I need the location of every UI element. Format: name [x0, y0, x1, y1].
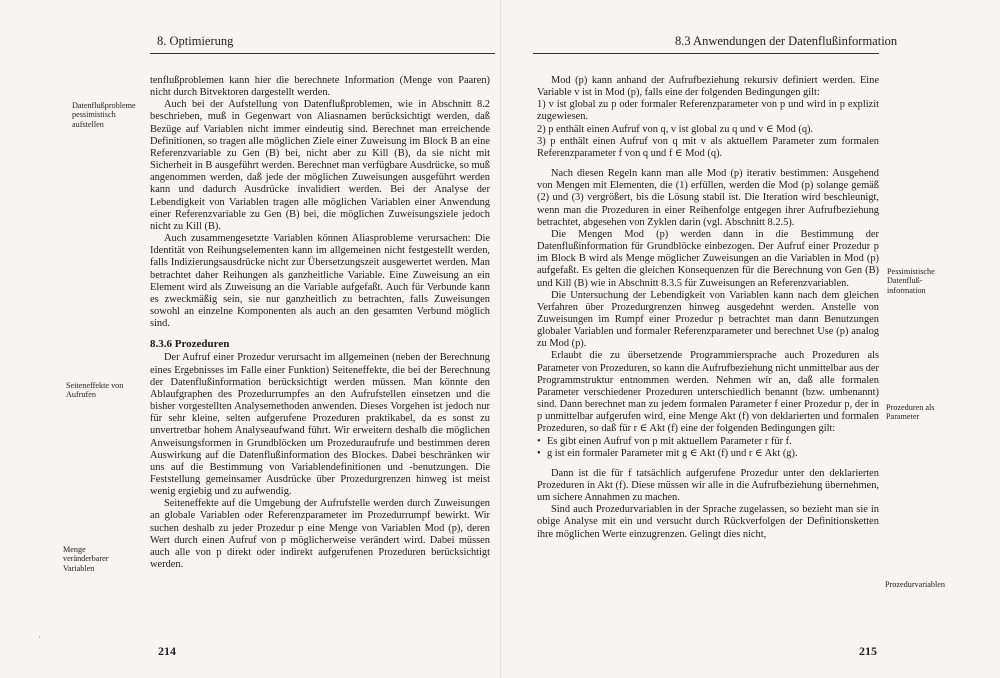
- section-heading: 8.3.6 Prozeduren: [150, 338, 230, 351]
- left-header-rule: [150, 53, 495, 54]
- left-margin-note-2: Seiteneffekte von Aufrufen: [66, 381, 124, 400]
- right-margin-note-1: Pessimistische Datenfluß- information: [887, 267, 935, 295]
- right-margin-note-2: Prozeduren als Parameter: [886, 403, 935, 422]
- bullet-item-2: [537, 448, 879, 460]
- right-paragraph-4: Die Untersuchung der Lebendigkeit von Variablen kann nach dem gleichen Verfahren über Prozedurgrenzen hinweg ausgedehnt werden. Anstelle von Zuweisungen im Rumpf einer Prozedur p betrachtet man dann Benutzungen globaler Variablen und formaler Referenzparameter und berechnet Use (p) analog zu Mod (p).: [537, 289, 879, 350]
- right-paragraph-7: Sind auch Prozedurvariablen in der Sprache zugelassen, so bezieht man sie in obige Analyse mit ein und versucht durch Rückverfolgen der Definitionsketten ihre möglichen Werte einzugrenzen. Gelingt dies nicht,: [537, 504, 879, 540]
- right-paragraph-5: Erlaubt die zu übersetzende Programmiersprache auch Prozeduren als Parameter von Prozeduren, so kann die Aufrufbeziehung nicht unmittelbar aus der Programmstruktur entnommen werden. Nehmen wir an, daß alle formalen Parameter verschiedener Prozeduren unterschiedlich benannt (bzw. umbenannt) sind. Dann berechnet man zu jedem formalen Parameter f einer Prozedur p, der in p unmittelbar aufgerufen wird, eine Menge Akt (f) von deklarierten und formalen Prozeduren, so daß für r ∈ Akt (f) eine der folgenden Bedingungen gilt:: [537, 350, 879, 435]
- right-page-number: 215: [859, 644, 877, 658]
- left-body-text: [150, 75, 490, 571]
- bullet-item-1: [537, 436, 879, 448]
- right-paragraph-2: Nach diesen Regeln kann man alle Mod (p) iterativ bestimmen: Ausgehend von Mengen mit Elementen, die (1) erfüllen, werden die Mod (p) solange gemäß (2) und (3) vergrößert, bis die Lösung stabil ist. Die Iteration wird beschleunigt, wenn man die Prozeduren in einer Reihenfolge entgegen ihrer Aufrufbeziehung betrachtet, abgesehen von Zyklen darin (vgl. Abschnitt 8.2.5).: [537, 168, 879, 228]
- left-paragraph-4: Der Aufruf einer Prozedur verursacht im allgemeinen (neben der Berechnung eines Ergebnisses im Falle einer Funktion) Seiteneffekte, die bei der Berechnung der Datenflußinformation berücksichtigt werden müssen. Man könnte den Ablaufgraphen des Prozedurrumpfes an den Aufrufstellen einsetzen und die bisher vorgestellten Analysemethoden anwenden. Dieses Vorgehen ist jedoch nur für sehr kleine, selten aufgerufene Prozeduren praktikabel, da es sonst zu unvertretbar hohem Analyseaufwand führt. Wir erweitern deshalb die möglichen Anweisungsformen in Grundblöcken um Prozeduraufrufe und bestimmen deren Auswirkung auf die Datenflußinformation des Blockes. Dabei beschränken wir uns auf die Bestimmung von Variablendefinitionen und -benutzungen. Die Feststellung gemeinsamer Ausdrücke über Prozedurgrenzen hinweg ist meist wenig ergiebig und zu aufwendig.: [150, 352, 490, 498]
- left-paragraph-3: Auch zusammengesetzte Variablen können Aliasprobleme verursachen: Die Identität von Reihungselementen kann im allgemeinen nicht festgestellt werden, falls Indizierungsausdrücke nicht zur Übersetzungszeit ausgewertet werden. Man betrachtet daher Reihungen als ganzheitliche Variable. Eine Zuweisung an ein Element wird als Zuweisung an die Variable aufgefaßt. Auch für Verbunde kann es zweckmäßig sein, sie nur ganzheitlich zu betrachten, falls Zuweisungen sowohl an einzelne Komponenten als auch an den gesamten Verbund möglich sind.: [150, 233, 490, 330]
- scan-speck: ‘: [38, 634, 41, 644]
- condition-2: 2) p enthält einen Aufruf von q, v ist global zu q und v ∈ Mod (q).: [537, 123, 814, 135]
- left-margin-note-1: Datenflußprobleme pessimistisch aufstellen: [72, 101, 136, 129]
- right-page: [500, 0, 1000, 678]
- condition-1: 1) v ist global zu p oder formaler Referenzparameter von p und wird in p explizit zugewiesen.: [537, 99, 879, 123]
- bullet-text-2: g ist ein formaler Parameter mit g ∈ Akt (f) und r ∈ Akt (g).: [547, 447, 798, 459]
- right-paragraph-6: Dann ist die für f tatsächlich aufgerufene Prozedur unter den deklarierten Prozeduren in Akt (f). Diese müssen wir alle in die Aufrufbeziehung übernehmen, um sichere Annahmen zu machen.: [537, 467, 879, 504]
- bullet-icon: •: [537, 435, 541, 447]
- bullet-icon: •: [537, 447, 541, 459]
- left-running-head: 8. Optimierung: [157, 34, 234, 48]
- right-running-head: 8.3 Anwendungen der Datenflußinformation: [675, 34, 898, 48]
- condition-3: 3) p enthält einen Aufruf von q mit v als aktuellem Parameter zum formalen Referenzparameter f von q und f ∈ Mod (q).: [537, 135, 879, 159]
- condition-bullet-list: [537, 436, 879, 460]
- left-paragraph-2: Auch bei der Aufstellung von Datenflußproblemen, wie in Abschnitt 8.2 beschrieben, muß in Gegenwart von Aliasnamen berücksichtigt werden, daß Bezüge auf Variablen nicht immer eindeutig sind. Berechnet man erreichende Definitionen, so tragen alle möglichen Ziele einer Zuweisung im Block B an eine Referenzvariable zu Gen (B) bei, nicht aber zu Kill (B), da sie nicht mit Sicherheit in B ausgeführt werden. Berechnet man verfügbare Ausdrücke, so muß angenommen werden, daß jede der möglichen Zuweisungen ausgeführt werden kann und dadurch Ausdrücke invalidiert werden. Bei der Analyse der Lebendigkeit von Variablen tragen alle möglichen Variablen einer Anwendung einer Referenzvariable zu Gen (B) bei, die möglichen Zuweisungsziele jedoch nicht zu Kill (B).: [150, 99, 490, 232]
- right-paragraph-3: Die Mengen Mod (p) werden dann in die Bestimmung der Datenflußinformation für Grundblöcke einbezogen. Der Aufruf einer Prozedur p im Block B wird als Menge möglicher Zuweisungen an die Variablen in Mod (p) aufgefaßt. Es gelten die gleichen Konsequenzen für die Berechnung von Gen (B) und Kill (B) wie in Abschnitt 8.3.5 für Zuweisungen an Referenzvariablen.: [537, 228, 879, 289]
- left-paragraph-1: tenflußproblemen kann hier die berechnete Information (Menge von Paaren) nicht durch Bitvektoren dargestellt werden.: [150, 75, 490, 99]
- right-margin-note-3: Prozedurvariablen: [885, 580, 946, 589]
- right-header-rule: [533, 53, 879, 54]
- right-body-text: [537, 75, 879, 541]
- right-paragraph-1: Mod (p) kann anhand der Aufrufbeziehung rekursiv definiert werden. Eine Variable v ist in Mod (p), falls eine der folgenden Bedingungen gilt:: [537, 75, 879, 99]
- left-page-number: 214: [158, 644, 176, 658]
- bullet-text-1: Es gibt einen Aufruf von p mit aktuellem Parameter r für f.: [547, 435, 792, 447]
- left-paragraph-5: Seiteneffekte auf die Umgebung der Aufrufstelle werden durch Zuweisungen an globale Variablen oder Referenzparameter im Prozedurrumpf bewirkt. Wir suchen deshalb zu jeder Prozedur p eine Menge von Variablen Mod (p), deren Wert durch einen Aufruf von p möglicherweise verändert wird. Dabei müssen auch alle von p direkt oder indirekt aufgerufenen Prozeduren berücksichtigt werden.: [150, 498, 490, 571]
- left-margin-note-3: Menge veränderbarer Variablen: [63, 545, 109, 573]
